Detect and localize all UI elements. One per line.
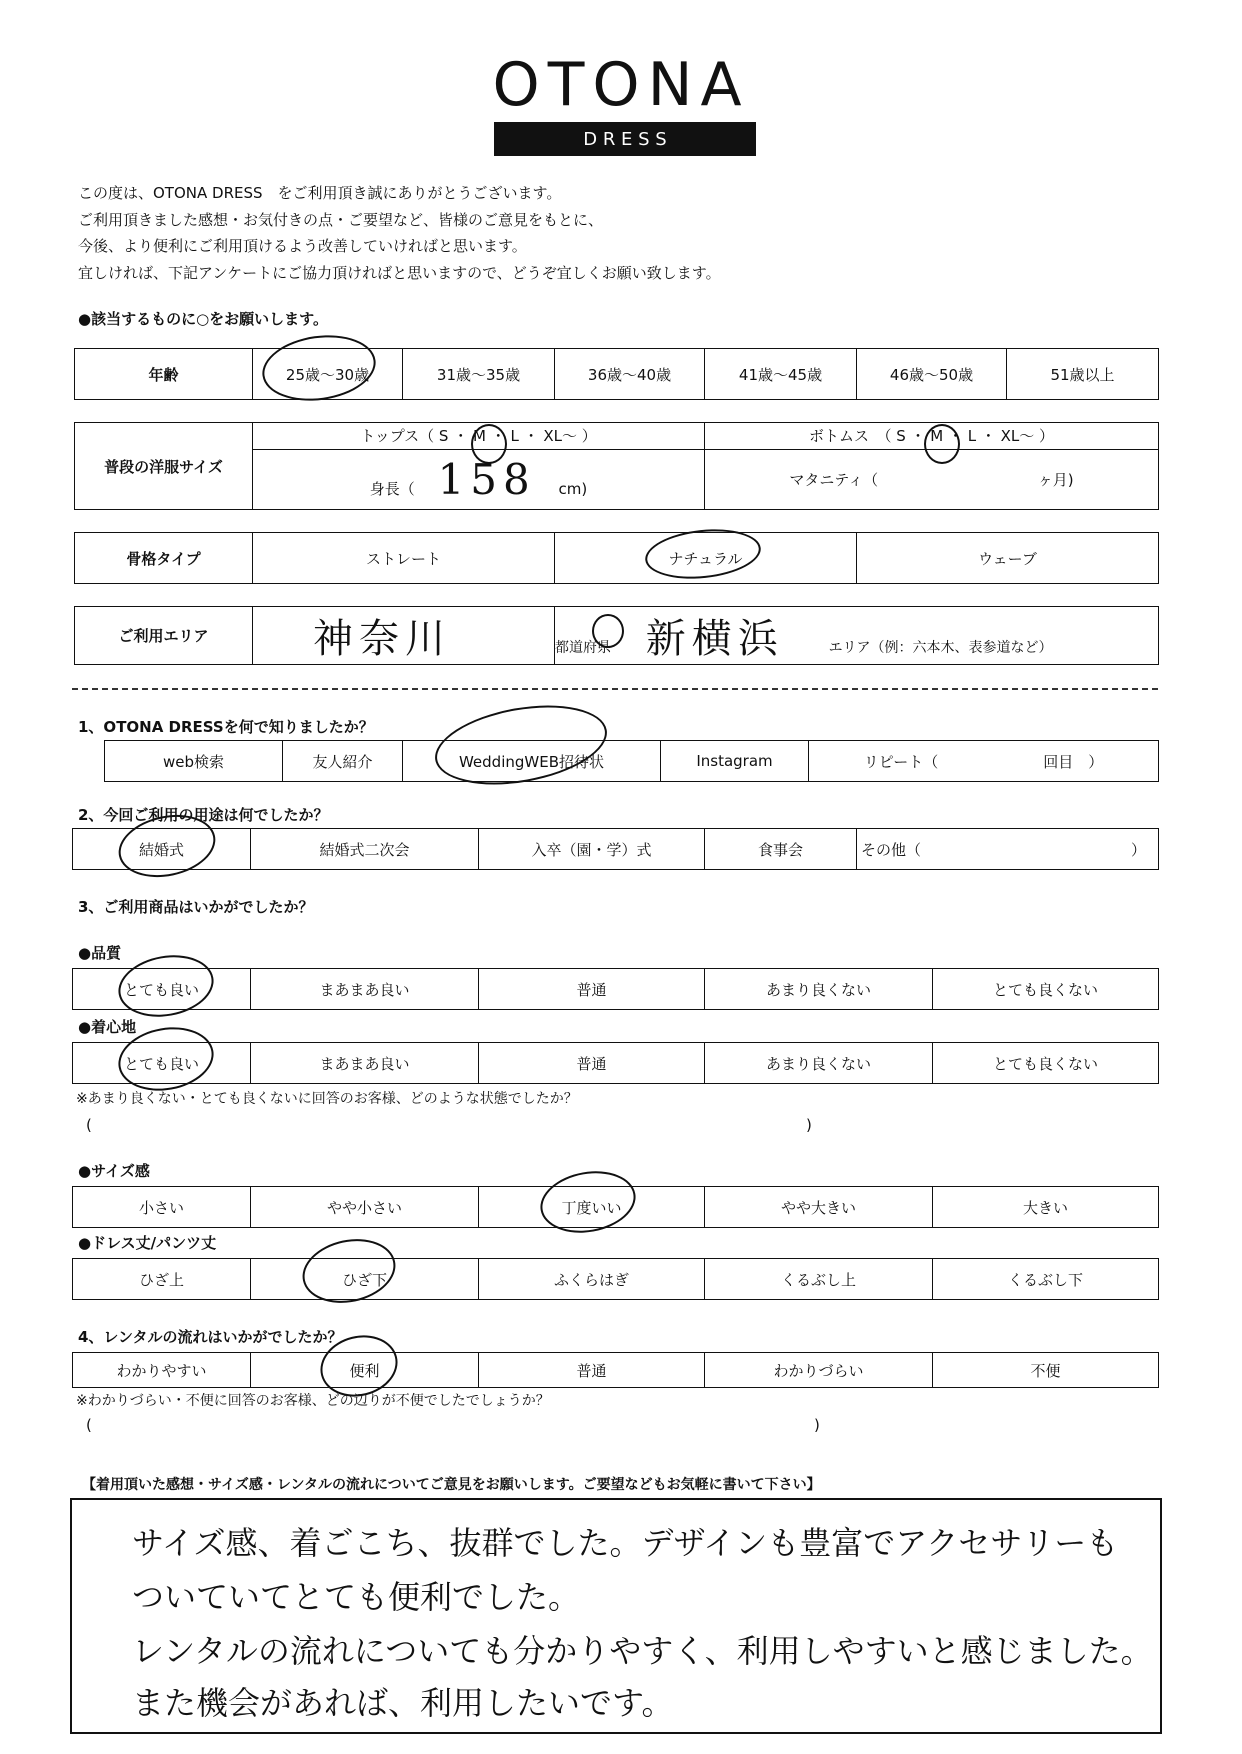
q2-option[interactable]: 入卒（園・学）式 <box>479 829 705 870</box>
prefecture-suffix: 都道府県 <box>555 640 611 656</box>
city-value: 新横浜 <box>645 616 784 662</box>
frame-option[interactable]: ストレート <box>253 533 555 584</box>
length-option[interactable]: ひざ下 <box>251 1259 479 1300</box>
age-option[interactable]: 51歳以上 <box>1007 349 1159 400</box>
age-table <box>74 348 1159 400</box>
q1-option[interactable]: リピート（ 回目 ） <box>809 741 1159 782</box>
paren-close: ) <box>806 1116 812 1134</box>
fit-option[interactable]: 大きい <box>933 1187 1159 1228</box>
age-option[interactable]: 31歳～35歳 <box>403 349 555 400</box>
age-option[interactable]: 41歳～45歳 <box>705 349 857 400</box>
maternity-label: マタニティ（ <box>789 470 879 489</box>
frame-option[interactable]: ナチュラル <box>555 533 857 584</box>
brand-logo-sub-text: D R E S S <box>583 128 667 150</box>
q4-option[interactable]: わかりづらい <box>705 1353 933 1388</box>
area-hint: エリア（例：六本木、表参道など） <box>828 640 1053 656</box>
comment-line: レンタルの流れについても分かりやすく、利用しやすいと感じました。 <box>132 1632 1153 1670</box>
q1-option[interactable]: 友人紹介 <box>283 741 403 782</box>
intro-line: 宜しければ、下記アンケートにご協力頂ければと思いますので、どうぞ宜しくお願い致します。 <box>78 263 721 282</box>
q4-table <box>72 1352 1159 1388</box>
q1-table <box>104 740 1159 782</box>
quality-option[interactable]: あまり良くない <box>705 969 933 1010</box>
q2-option[interactable]: 食事会 <box>705 829 857 870</box>
brand-logo: OTONA <box>492 50 750 120</box>
q2-table <box>72 828 1159 870</box>
height-unit: cm) <box>558 479 588 498</box>
q3-title: 3、ご利用商品はいかがでしたか？ <box>78 898 314 916</box>
selection-circle <box>471 424 507 464</box>
selection-circle <box>114 948 219 1024</box>
q4-option[interactable]: わかりやすい <box>73 1353 251 1388</box>
comfort-table <box>72 1042 1159 1084</box>
comments-title: 【着用頂いた感想・サイズ感・レンタルの流れについてご意見をお願いします。ご要望などもお気軽に書いて下さい】 <box>82 1477 821 1493</box>
quality-label: ●品質 <box>78 944 122 962</box>
comfort-option[interactable]: とても良くない <box>933 1043 1159 1084</box>
q4-title: 4、レンタルの流れはいかがでしたか？ <box>78 1328 343 1346</box>
comfort-label: ●着心地 <box>78 1018 137 1036</box>
q4-option[interactable]: 不便 <box>933 1353 1159 1388</box>
q1-option[interactable]: WeddingWEB招待状 <box>403 741 661 782</box>
intro-line: ご利用頂きました感想・お気付きの点・ご要望など、皆様のご意見をもとに、 <box>78 210 604 229</box>
q4-note: ※わかりづらい・不便に回答のお客様、どの辺りが不便でしたでしょうか？ <box>76 1393 550 1409</box>
brand-logo-sub <box>494 122 756 156</box>
selection-circle <box>536 1164 641 1240</box>
q4-option[interactable]: 便利 <box>251 1353 479 1388</box>
fit-label: ●サイズ感 <box>78 1162 150 1180</box>
quality-option[interactable]: 普通 <box>479 969 705 1010</box>
selection-circle <box>924 424 960 464</box>
comfort-option[interactable]: あまり良くない <box>705 1043 933 1084</box>
length-option[interactable]: くるぶし下 <box>933 1259 1159 1300</box>
age-option[interactable]: 46歳～50歳 <box>857 349 1007 400</box>
q3-note: ※あまり良くない・とても良くないに回答のお客様、どのような状態でしたか？ <box>76 1091 578 1107</box>
intro-line: この度は、OTONA DRESS をご利用頂き誠にありがとうございます。 <box>78 184 562 202</box>
frame-option[interactable]: ウェーブ <box>857 533 1159 584</box>
paren-open: ( <box>86 1116 92 1134</box>
intro-text <box>78 180 721 286</box>
comfort-option[interactable]: とても良い <box>73 1043 251 1084</box>
comfort-option[interactable]: まあまあ良い <box>251 1043 479 1084</box>
comment-line: また機会があれば、利用したいです。 <box>132 1684 674 1722</box>
quality-option[interactable]: まあまあ良い <box>251 969 479 1010</box>
prefecture-cell[interactable] <box>253 607 555 665</box>
age-option[interactable]: 36歳～40歳 <box>555 349 705 400</box>
frame-table <box>74 532 1159 584</box>
age-option[interactable]: 25歳～30歳 <box>253 349 403 400</box>
q2-title: 2、今回ご利用の用途は何でしたか？ <box>78 806 329 824</box>
fit-option[interactable]: やや大きい <box>705 1187 933 1228</box>
q4-option[interactable]: 普通 <box>479 1353 705 1388</box>
prefecture-value: 神奈川 <box>313 616 451 662</box>
comments-box[interactable] <box>70 1498 1162 1734</box>
age-label: 年齢 <box>75 349 253 400</box>
city-cell[interactable] <box>555 607 1159 665</box>
size-table <box>74 422 1159 510</box>
tops-size[interactable]: トップス（ S ・ M ・ L ・ XL～ ） <box>253 423 705 450</box>
paren-open: ( <box>86 1416 92 1434</box>
fit-option[interactable]: やや小さい <box>251 1187 479 1228</box>
comfort-option[interactable]: 普通 <box>479 1043 705 1084</box>
comment-line: サイズ感、着ごこち、抜群でした。デザインも豊富でアクセサリーも <box>132 1524 1119 1562</box>
quality-option[interactable]: とても良い <box>73 969 251 1010</box>
area-label: ご利用エリア <box>75 607 253 665</box>
divider <box>72 688 1158 690</box>
selection-circle <box>592 614 624 648</box>
comment-line: ついていてとても便利でした。 <box>132 1578 581 1616</box>
quality-table <box>72 968 1159 1010</box>
height-value: 158 <box>437 454 536 504</box>
size-label: 普段の洋服サイズ <box>75 423 253 510</box>
q2-option[interactable]: その他（ ） <box>857 829 1159 870</box>
length-option[interactable]: ひざ上 <box>73 1259 251 1300</box>
quality-option[interactable]: とても良くない <box>933 969 1159 1010</box>
fit-option[interactable]: 丁度いい <box>479 1187 705 1228</box>
length-table <box>72 1258 1159 1300</box>
fit-option[interactable]: 小さい <box>73 1187 251 1228</box>
intro-line: 今後、より便利にご利用頂けるよう改善していければと思います。 <box>78 237 527 255</box>
q1-title: 1、OTONA DRESSを何で知りましたか？ <box>78 718 374 736</box>
q1-option[interactable]: web検索 <box>105 741 283 782</box>
paren-close: ) <box>814 1416 820 1434</box>
section-note: ●該当するものに○をお願いします。 <box>78 310 328 328</box>
height-label: 身長（ <box>369 479 415 498</box>
q1-option[interactable]: Instagram <box>661 741 809 782</box>
length-option[interactable]: くるぶし上 <box>705 1259 933 1300</box>
frame-label: 骨格タイプ <box>75 533 253 584</box>
q2-option[interactable]: 結婚式二次会 <box>251 829 479 870</box>
q2-option[interactable]: 結婚式 <box>73 829 251 870</box>
length-option[interactable]: ふくらはぎ <box>479 1259 705 1300</box>
maternity-unit: ヶ月) <box>1037 470 1074 489</box>
length-label: ●ドレス丈/パンツ丈 <box>78 1234 217 1252</box>
bottoms-size[interactable]: ボトムス （ S ・ M ・ L ・ XL～ ） <box>705 423 1159 450</box>
